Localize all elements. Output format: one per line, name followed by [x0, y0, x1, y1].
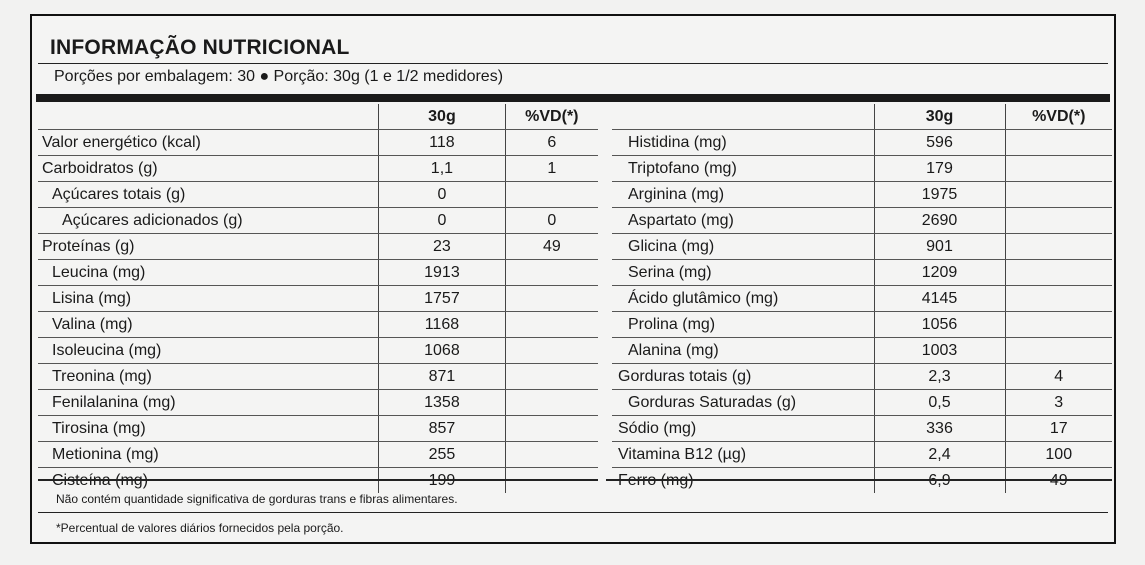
nutrient-name: Lisina (mg): [38, 286, 379, 312]
nutrient-dv: [505, 364, 598, 390]
nutrient-name: Fenilalanina (mg): [38, 390, 379, 416]
nutrient-dv: 4: [1005, 364, 1112, 390]
nutrient-dv: [505, 312, 598, 338]
nutrition-label: [30, 14, 1116, 544]
nutrient-name: Glicina (mg): [612, 234, 874, 260]
nutrient-row: [612, 260, 1112, 286]
nutrient-amount: 0,5: [874, 390, 1005, 416]
nutrient-name: Proteínas (g): [38, 234, 379, 260]
nutrient-amount: 0: [379, 182, 505, 208]
nutrient-amount: 1168: [379, 312, 505, 338]
nutrient-dv: 0: [505, 208, 598, 234]
nutrient-dv: [1005, 312, 1112, 338]
left-header-amount: 30g: [379, 104, 505, 130]
right-header-dv: %VD(*): [1005, 104, 1112, 130]
nutrient-amount: 1757: [379, 286, 505, 312]
nutrient-name: Gorduras Saturadas (g): [612, 390, 874, 416]
nutrient-dv: [1005, 208, 1112, 234]
nutrient-name: Ácido glutâmico (mg): [612, 286, 874, 312]
nutrient-dv: [505, 390, 598, 416]
nutrient-row: [612, 338, 1112, 364]
nutrient-row: [612, 364, 1112, 390]
nutrient-name: Isoleucina (mg): [38, 338, 379, 364]
right-table-bottom-rule: [606, 479, 1112, 481]
nutrient-dv: 49: [1005, 468, 1112, 494]
nutrient-name: Açúcares adicionados (g): [38, 208, 379, 234]
nutrient-amount: 199: [379, 468, 505, 494]
nutrient-name: Treonina (mg): [38, 364, 379, 390]
nutrient-dv: [505, 442, 598, 468]
label-title: INFORMAÇÃO NUTRICIONAL: [50, 36, 350, 59]
left-nutrient-table: [38, 104, 598, 493]
nutrient-row: [38, 156, 598, 182]
nutrient-amount: 0: [379, 208, 505, 234]
nutrient-name: Triptofano (mg): [612, 156, 874, 182]
nutrient-dv: 17: [1005, 416, 1112, 442]
nutrient-dv: [505, 338, 598, 364]
nutrient-name: Tirosina (mg): [38, 416, 379, 442]
nutrient-name: Serina (mg): [612, 260, 874, 286]
nutrient-name: Açúcares totais (g): [38, 182, 379, 208]
nutrient-row: [612, 130, 1112, 156]
nutrient-row: [38, 182, 598, 208]
nutrient-dv: [1005, 130, 1112, 156]
nutrient-name: Valor energético (kcal): [38, 130, 379, 156]
nutrient-dv: [1005, 234, 1112, 260]
nutrient-dv: [505, 182, 598, 208]
nutrient-row: [612, 416, 1112, 442]
nutrient-amount: 4145: [874, 286, 1005, 312]
nutrient-dv: 49: [505, 234, 598, 260]
nutrient-name: Gorduras totais (g): [612, 364, 874, 390]
nutrient-amount: 596: [874, 130, 1005, 156]
nutrient-name: Prolina (mg): [612, 312, 874, 338]
note-trans-fibras: Não contém quantidade significativa de gorduras trans e fibras alimentares.: [56, 492, 458, 506]
nutrient-name: Histidina (mg): [612, 130, 874, 156]
nutrient-amount: 1913: [379, 260, 505, 286]
nutrient-row: [612, 156, 1112, 182]
nutrient-dv: [1005, 182, 1112, 208]
right-header-row: [612, 104, 1112, 130]
nutrient-dv: [1005, 338, 1112, 364]
nutrient-amount: 179: [874, 156, 1005, 182]
nutrient-name: Metionina (mg): [38, 442, 379, 468]
title-divider: [38, 63, 1108, 64]
nutrient-row: [38, 260, 598, 286]
nutrient-row: [38, 390, 598, 416]
nutrient-row: [38, 208, 598, 234]
nutrient-row: [38, 286, 598, 312]
nutrient-name: Cisteína (mg): [52, 472, 149, 489]
nutrient-amount: 857: [379, 416, 505, 442]
thick-divider: [36, 94, 1110, 102]
nutrient-row: [612, 182, 1112, 208]
right-header-amount: 30g: [874, 104, 1005, 130]
left-header-blank: [38, 104, 379, 130]
nutrient-amount: 1358: [379, 390, 505, 416]
nutrient-dv: 100: [1005, 442, 1112, 468]
nutrient-amount: 1056: [874, 312, 1005, 338]
nutrient-amount: 2690: [874, 208, 1005, 234]
left-table-bottom-rule: [38, 479, 598, 481]
serving-info: Porções por embalagem: 30 ● Porção: 30g (1 e 1/2 medidores): [54, 68, 504, 85]
nutrient-dv: [1005, 286, 1112, 312]
nutrient-amount: 23: [379, 234, 505, 260]
nutrient-amount: 1068: [379, 338, 505, 364]
nutrient-row: [38, 130, 598, 156]
nutrient-row: [38, 442, 598, 468]
nutrient-name: Alanina (mg): [612, 338, 874, 364]
nutrient-row: [612, 286, 1112, 312]
nutrient-row: [38, 416, 598, 442]
nutrient-row: [38, 364, 598, 390]
nutrient-row: [612, 390, 1112, 416]
nutrient-amount: 118: [379, 130, 505, 156]
nutrient-amount: 1209: [874, 260, 1005, 286]
right-nutrient-table: [612, 104, 1112, 493]
right-header-blank: [612, 104, 874, 130]
note-divider: [38, 512, 1108, 513]
nutrient-name: Carboidratos (g): [38, 156, 379, 182]
nutrient-row: [612, 208, 1112, 234]
nutrient-amount: 901: [874, 234, 1005, 260]
nutrient-amount: 871: [379, 364, 505, 390]
nutrient-name: Leucina (mg): [38, 260, 379, 286]
nutrient-amount: 255: [379, 442, 505, 468]
nutrient-name: Ferro (mg): [618, 472, 694, 489]
nutrient-amount: 1,1: [379, 156, 505, 182]
nutrient-dv: [505, 260, 598, 286]
nutrient-dv: 3: [1005, 390, 1112, 416]
nutrient-amount: 2,3: [874, 364, 1005, 390]
nutrient-name: Arginina (mg): [612, 182, 874, 208]
nutrient-row: [612, 442, 1112, 468]
nutrient-dv: [1005, 260, 1112, 286]
nutrient-dv: 1: [505, 156, 598, 182]
note-percentual: *Percentual de valores diários fornecidos pela porção.: [56, 521, 344, 535]
left-header-row: [38, 104, 598, 130]
nutrient-name: Vitamina B12 (µg): [612, 442, 874, 468]
nutrient-row: [38, 234, 598, 260]
nutrient-amount: 336: [874, 416, 1005, 442]
nutrient-row: [38, 312, 598, 338]
nutrient-amount: 2,4: [874, 442, 1005, 468]
nutrient-dv: [505, 416, 598, 442]
nutrient-amount: 1003: [874, 338, 1005, 364]
nutrient-name: Valina (mg): [38, 312, 379, 338]
nutrient-name: Sódio (mg): [612, 416, 874, 442]
nutrient-amount: 1975: [874, 182, 1005, 208]
nutrient-dv: [1005, 156, 1112, 182]
nutrient-dv: 6: [505, 130, 598, 156]
nutrient-amount: 6,9: [874, 468, 1005, 494]
nutrient-dv: [505, 286, 598, 312]
left-header-dv: %VD(*): [505, 104, 598, 130]
nutrient-name: Aspartato (mg): [612, 208, 874, 234]
nutrient-row: [38, 338, 598, 364]
nutrient-row: [612, 234, 1112, 260]
nutrient-row: [612, 312, 1112, 338]
